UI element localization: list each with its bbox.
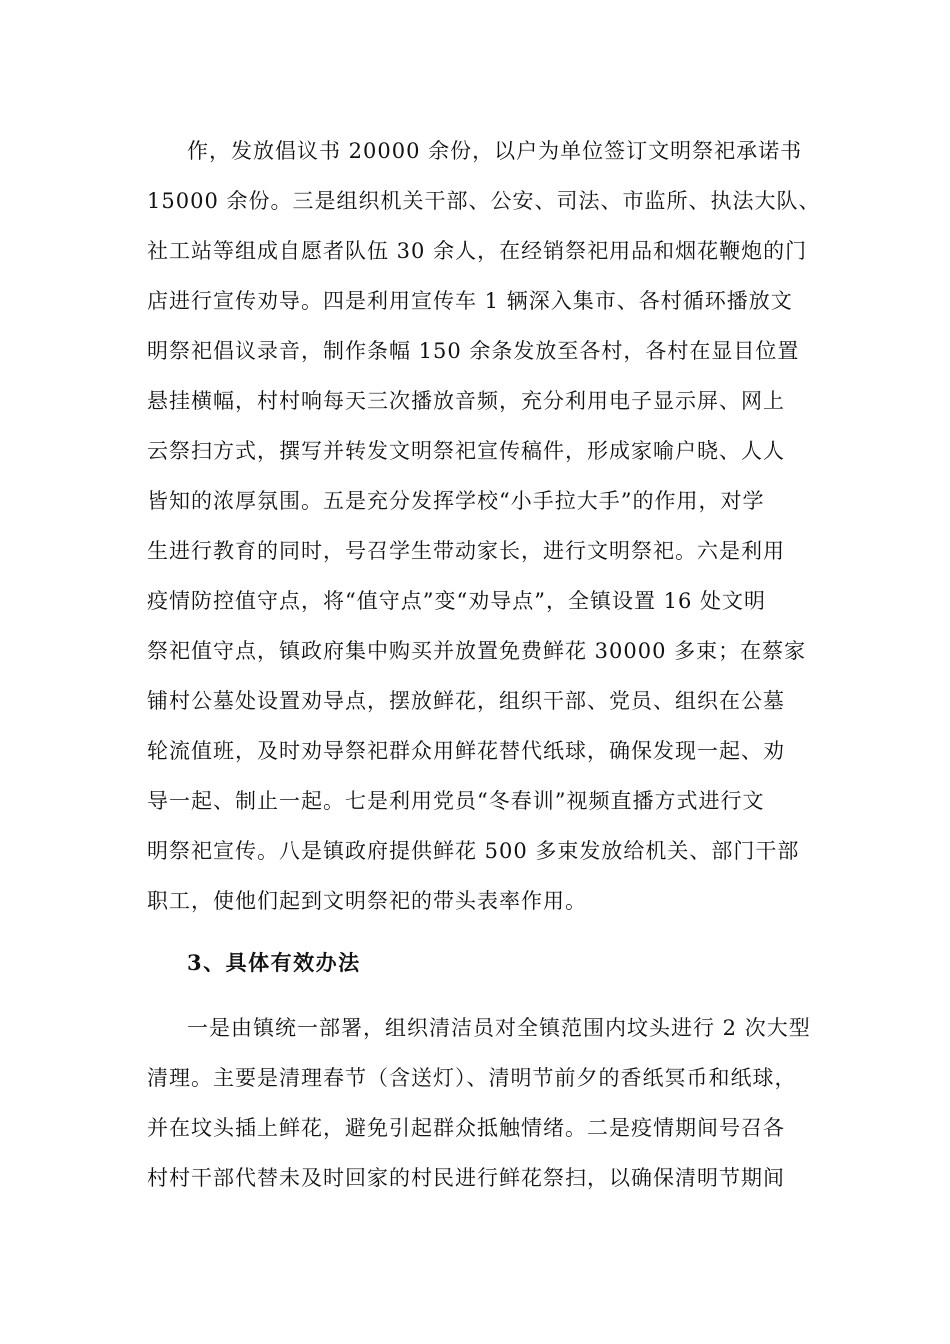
paragraph-line: 云祭扫方式，撰写并转发文明祭祀宣传稿件，形成家喻户晓、人人 <box>147 439 785 463</box>
paragraph-line: 祭祀值守点，镇政府集中购买并放置免费鲜花 30000 多束；在蔡家 <box>147 639 807 663</box>
paragraph-line: 社工站等组成自愿者队伍 30 余人，在经销祭祀用品和烟花鞭炮的门 <box>147 239 808 263</box>
paragraph-line: 店进行宣传劝导。四是利用宣传车 1 辆深入集市、各村循环播放文 <box>147 289 793 313</box>
paragraph-line: 作，发放倡议书 20000 余份，以户为单位签订文明祭祀承诺书 <box>187 139 803 163</box>
paragraph-line: 15000 余份。三是组织机关干部、公安、司法、市监所、执法大队、 <box>147 189 821 213</box>
paragraph-line: 生进行教育的同时，号召学生带动家长，进行文明祭祀。六是利用 <box>147 539 785 563</box>
paragraph-line: 疫情防控值守点，将“值守点”变“劝导点”，全镇设置 16 处文明 <box>147 589 767 613</box>
paragraph-line: 一是由镇统一部署，组织清洁员对全镇范围内坟头进行 2 次大型 <box>187 1016 811 1040</box>
section-heading: 3、具体有效办法 <box>187 950 361 975</box>
paragraph-line: 铺村公墓处设置劝导点，摆放鲜花，组织干部、党员、组织在公墓 <box>147 689 785 713</box>
paragraph-line: 悬挂横幅，村村响每天三次播放音频，充分利用电子显示屏、网上 <box>147 389 785 413</box>
paragraph-line: 职工，使他们起到文明祭祀的带头表率作用。 <box>147 889 587 913</box>
paragraph-line: 皆知的浓厚氛围。五是充分发挥学校“小手拉大手”的作用，对学 <box>147 489 765 513</box>
paragraph-line: 明祭祀宣传。八是镇政府提供鲜花 500 多束发放给机关、部门干部 <box>147 839 800 863</box>
paragraph-line: 村村干部代替未及时回家的村民进行鲜花祭扫，以确保清明节期间 <box>147 1166 785 1190</box>
paragraph-line: 并在坟头插上鲜花，避免引起群众抵触情绪。二是疫情期间号召各 <box>147 1116 785 1140</box>
paragraph-line: 轮流值班，及时劝导祭祀群众用鲜花替代纸球，确保发现一起、劝 <box>147 739 785 763</box>
paragraph-line: 导一起、制止一起。七是利用党员“冬春训”视频直播方式进行文 <box>147 789 765 813</box>
paragraph-line: 明祭祀倡议录音，制作条幅 150 余条发放至各村，各村在显目位置 <box>147 339 800 363</box>
paragraph-line: 清理。主要是清理春节（含送灯）、清明节前夕的香纸冥币和纸球， <box>147 1066 797 1090</box>
